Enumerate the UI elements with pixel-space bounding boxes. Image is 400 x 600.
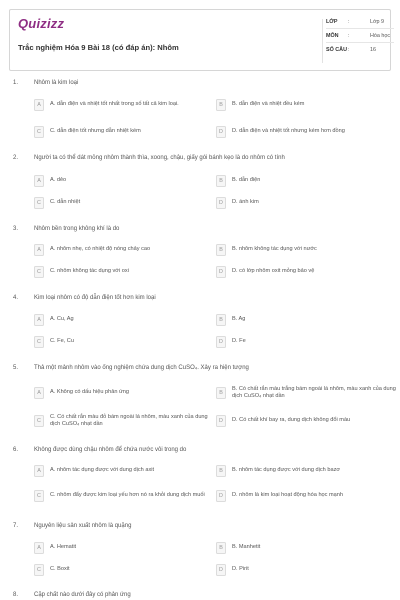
- option-d[interactable]: [216, 413, 396, 429]
- option-text: C. dẫn điện tốt nhưng dẫn nhiệt kém: [50, 128, 141, 135]
- option-letter-badge: C: [34, 490, 44, 502]
- question-text: Kim loại nhôm có độ dẫn điện tốt hơn kim loại: [34, 295, 156, 301]
- option-letter-badge: B: [216, 542, 226, 554]
- worksheet-title: Trắc nghiệm Hóa 9 Bài 18 (có đáp án): Nhôm: [18, 43, 179, 52]
- option-letter-badge: D: [216, 197, 226, 209]
- option-letter-badge: A: [34, 175, 44, 187]
- option-letter-badge: C: [34, 266, 44, 278]
- option-b[interactable]: [216, 173, 396, 189]
- option-a[interactable]: [34, 173, 214, 189]
- question-text: Không được dùng chậu nhôm để chứa nước vôi trong do: [34, 447, 187, 453]
- option-letter-badge: D: [216, 266, 226, 278]
- option-letter-badge: D: [216, 490, 226, 502]
- option-c[interactable]: [34, 124, 214, 140]
- option-c[interactable]: [34, 562, 214, 578]
- option-letter-badge: B: [216, 387, 226, 399]
- question-text: Nhôm là kim loại: [34, 80, 79, 86]
- option-text: B. Ag: [232, 316, 246, 323]
- option-letter-badge: A: [34, 465, 44, 477]
- option-text: A. Hematit: [50, 544, 77, 551]
- option-text: C. nhôm không tác dụng với oxi: [50, 268, 129, 275]
- option-d[interactable]: [216, 562, 396, 578]
- option-text: D. ánh kim: [232, 199, 259, 206]
- question-number: 7.: [13, 523, 19, 529]
- option-letter-badge: A: [34, 387, 44, 399]
- option-letter-badge: B: [216, 244, 226, 256]
- meta-colon: :: [348, 47, 350, 53]
- option-c[interactable]: [34, 488, 214, 504]
- question-number: 2.: [13, 155, 19, 161]
- question-number: 5.: [13, 365, 19, 371]
- meta-value-count: 16: [370, 47, 376, 53]
- option-letter-badge: A: [34, 314, 44, 326]
- question-text: Cặp chất nào dưới đây có phản ứng: [34, 592, 131, 598]
- meta-label-count: SỐ CÂU: [326, 47, 347, 53]
- option-text: C. Boxit: [50, 566, 70, 573]
- question-text: Người ta có thể dát mỏng nhôm thành thìa, xoong, chậu, giấy gói bánh kẹo là do nhôm có tính: [34, 155, 285, 161]
- question-number: 4.: [13, 295, 19, 301]
- question-number: 6.: [13, 447, 19, 453]
- option-d[interactable]: [216, 334, 396, 350]
- option-a[interactable]: [34, 242, 214, 258]
- option-letter-badge: C: [34, 197, 44, 209]
- option-b[interactable]: [216, 97, 396, 113]
- option-text: B. nhôm tác dụng được với dung dịch bazơ: [232, 467, 341, 474]
- option-letter-badge: A: [34, 542, 44, 554]
- option-letter-badge: D: [216, 126, 226, 138]
- question-number: 1.: [13, 80, 19, 86]
- meta-label-grade: LỚP: [326, 19, 338, 25]
- option-text: D. Fe: [232, 338, 246, 345]
- option-text: A. Không có dấu hiệu phản ứng: [50, 389, 130, 396]
- option-c[interactable]: [34, 334, 214, 350]
- option-b[interactable]: [216, 463, 396, 479]
- option-text: C. Fe, Cu: [50, 338, 74, 345]
- option-text: B. dẫn điện: [232, 177, 261, 184]
- option-letter-badge: B: [216, 99, 226, 111]
- option-b[interactable]: [216, 385, 396, 401]
- option-c[interactable]: [34, 195, 214, 211]
- option-d[interactable]: [216, 264, 396, 280]
- meta-value-subject: Hóa học: [370, 33, 391, 39]
- option-letter-badge: B: [216, 465, 226, 477]
- option-a[interactable]: [34, 540, 214, 556]
- option-b[interactable]: [216, 312, 396, 328]
- option-text: A. dẻo: [50, 177, 67, 184]
- option-text: C. Có chất rắn màu đỏ bám ngoài lá nhôm, màu xanh của dung dịch CuSO₄ nhạt dần: [50, 413, 208, 427]
- option-a[interactable]: [34, 312, 214, 328]
- meta-separator: [326, 28, 394, 29]
- option-text: C. dẫn nhiệt: [50, 199, 81, 206]
- option-d[interactable]: [216, 124, 396, 140]
- option-text: D. Pirit: [232, 566, 249, 573]
- meta-value-grade: Lớp 9: [370, 19, 385, 25]
- meta-divider: [322, 19, 323, 63]
- question-text: Thả một mảnh nhôm vào ống nghiệm chứa dung dịch CuSO₄. Xảy ra hiện tượng: [34, 365, 249, 371]
- option-text: B. dẫn điện và nhiệt đều kém: [232, 101, 305, 108]
- option-c[interactable]: [34, 413, 214, 429]
- option-letter-badge: D: [216, 415, 226, 427]
- option-b[interactable]: [216, 540, 396, 556]
- option-text: C. nhôm đẩy được kim loại yếu hơn nó ra khỏi dung dịch muối: [50, 492, 205, 499]
- option-letter-badge: A: [34, 99, 44, 111]
- option-c[interactable]: [34, 264, 214, 280]
- option-letter-badge: C: [34, 564, 44, 576]
- option-letter-badge: B: [216, 314, 226, 326]
- option-text: A. dẫn điện và nhiệt tốt nhất trong số tất cả kim loại.: [50, 101, 179, 108]
- option-d[interactable]: [216, 488, 396, 504]
- option-text: B. nhôm không tác dụng với nước: [232, 246, 317, 253]
- option-text: D. nhôm là kim loại hoạt động hóa học mạnh: [232, 492, 344, 499]
- option-text: B. Có chất rắn màu trắng bám ngoài lá nhôm, màu xanh của dung dịch CuSO₄ nhạt dần: [232, 385, 396, 399]
- meta-label-subject: MÔN: [326, 33, 339, 39]
- option-letter-badge: C: [34, 336, 44, 348]
- option-letter-badge: B: [216, 175, 226, 187]
- option-letter-badge: D: [216, 336, 226, 348]
- option-letter-badge: A: [34, 244, 44, 256]
- option-text: A. Cu, Ag: [50, 316, 74, 323]
- option-letter-badge: D: [216, 564, 226, 576]
- quizizz-logo: Quizizz: [18, 16, 65, 31]
- option-letter-badge: C: [34, 415, 44, 427]
- worksheet-header: [9, 9, 391, 71]
- meta-colon: :: [348, 19, 350, 25]
- option-text: D. có lớp nhôm oxit mỏng bảo vệ: [232, 268, 315, 275]
- question-number: 3.: [13, 226, 19, 232]
- question-text: Nguyên liệu sản xuất nhôm là quặng: [34, 523, 132, 529]
- option-a[interactable]: [34, 97, 214, 113]
- question-text: Nhôm bền trong không khí là do: [34, 226, 120, 232]
- option-text: B. Manhetit: [232, 544, 261, 551]
- option-text: D. dẫn điện và nhiệt tốt nhưng kém hơn đồng: [232, 128, 345, 135]
- option-text: D. Có chất khí bay ra, dung dịch không đổi màu: [232, 417, 351, 424]
- option-letter-badge: C: [34, 126, 44, 138]
- option-b[interactable]: [216, 242, 396, 258]
- question-number: 8.: [13, 592, 19, 598]
- option-text: A. nhôm nhẹ, có nhiệt độ nóng chảy cao: [50, 246, 151, 253]
- option-d[interactable]: [216, 195, 396, 211]
- option-a[interactable]: [34, 463, 214, 479]
- option-text: A. nhôm tác dụng được với dung dịch axit: [50, 467, 155, 474]
- option-a[interactable]: [34, 385, 214, 401]
- meta-separator: [326, 42, 394, 43]
- meta-colon: :: [348, 33, 350, 39]
